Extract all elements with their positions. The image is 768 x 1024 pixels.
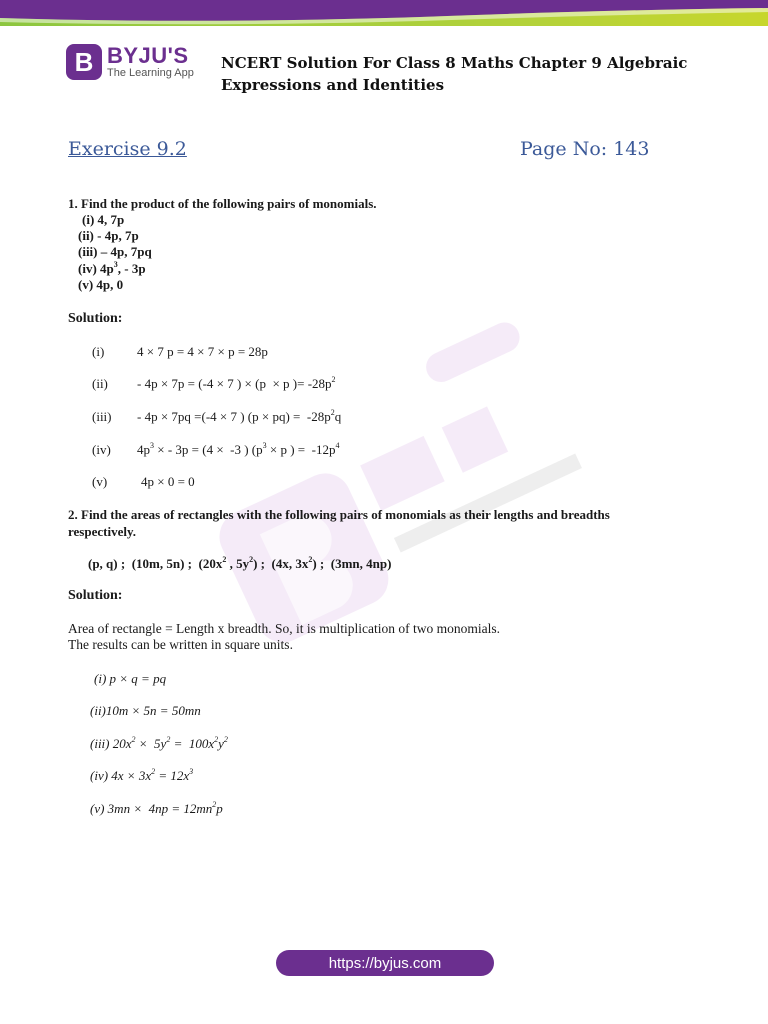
logo-mark-icon: B (66, 44, 102, 80)
solution-label-1: Solution: (68, 311, 123, 326)
answer-2-iv: (iv) $4x \times 3x^2 = 12x^3$ (90, 767, 194, 783)
brand-tagline: The Learning App (107, 66, 194, 79)
q2-pairs: (p, q) ; (10m, 5n) ; ($20x^2$ , $5y^2$) ; (4x, $3x^2$) ; (3mn, 4np) (88, 555, 392, 571)
q1-part-iv: (iv) $4p^3$, - 3p (78, 260, 146, 276)
byjus-logo (66, 44, 194, 80)
answer-2-ii: (ii)10m × 5n = 50mn (90, 703, 201, 718)
solution-2-intro-1: Area of rectangle = Length x breadth. So, it is multiplication of two monomials. (68, 621, 501, 636)
page-number: Page No: 143 (520, 138, 650, 160)
q1-part-v: (v) 4p, 0 (78, 277, 124, 292)
answer-num: (iii) (92, 409, 112, 424)
question-2: 2. Find the areas of rectangles with the following pairs of monomials as their lengths and breadths respectively. (68, 507, 610, 539)
exercise-heading: Exercise 9.2 (68, 138, 187, 160)
question-1: 1. Find the product of the following pairs of monomials. (68, 196, 377, 211)
answer-2-i: (i) p × q = pq (94, 671, 167, 686)
q1-part-i: (i) 4, 7p (82, 212, 125, 227)
document-title: NCERT Solution For Class 8 Maths Chapter 9 Algebraic Expressions and Identities (221, 54, 688, 94)
answer-expr: - 4p × 7p = (-4 × 7 ) × (p × p )= $-28p^2$ (137, 375, 336, 391)
answer-expr: - 4p × 7pq =(-4 × 7 ) $(p \times pq) = -28p^2q$ (137, 408, 342, 424)
q1-part-ii: (ii) - 4p, 7p (78, 228, 139, 243)
answer-num: (ii) (92, 376, 108, 391)
solution-2-intro-2: The results can be written in square units. (68, 637, 293, 652)
answer-num: (i) (92, 344, 105, 359)
answer-2-iii: (iii) $20x^2 \times 5y^2 = 100x^2y^2$ (90, 735, 228, 751)
answer-num: (iv) (92, 442, 111, 457)
answer-2-v: (v) $3mn \times 4np = 12mn^2p$ (90, 800, 223, 816)
q1-part-iii: (iii) – 4p, 7pq (78, 244, 152, 259)
answer-expr: 4 × 7 p = 4 × 7 × p = 28p (137, 344, 268, 359)
brand-name: BYJU'S (107, 42, 189, 68)
solution-label-2: Solution: (68, 588, 123, 603)
answer-expr: $4p^3$ × - 3p = (4 × -3 ) ($p^3 \times p$ ) = $-12p^4$ (137, 441, 340, 457)
answer-num: (v) (92, 474, 108, 489)
website-link[interactable]: https://byjus.com (276, 950, 494, 976)
top-color-band (0, 0, 768, 26)
answer-expr: 4p × 0 = 0 (141, 474, 195, 489)
